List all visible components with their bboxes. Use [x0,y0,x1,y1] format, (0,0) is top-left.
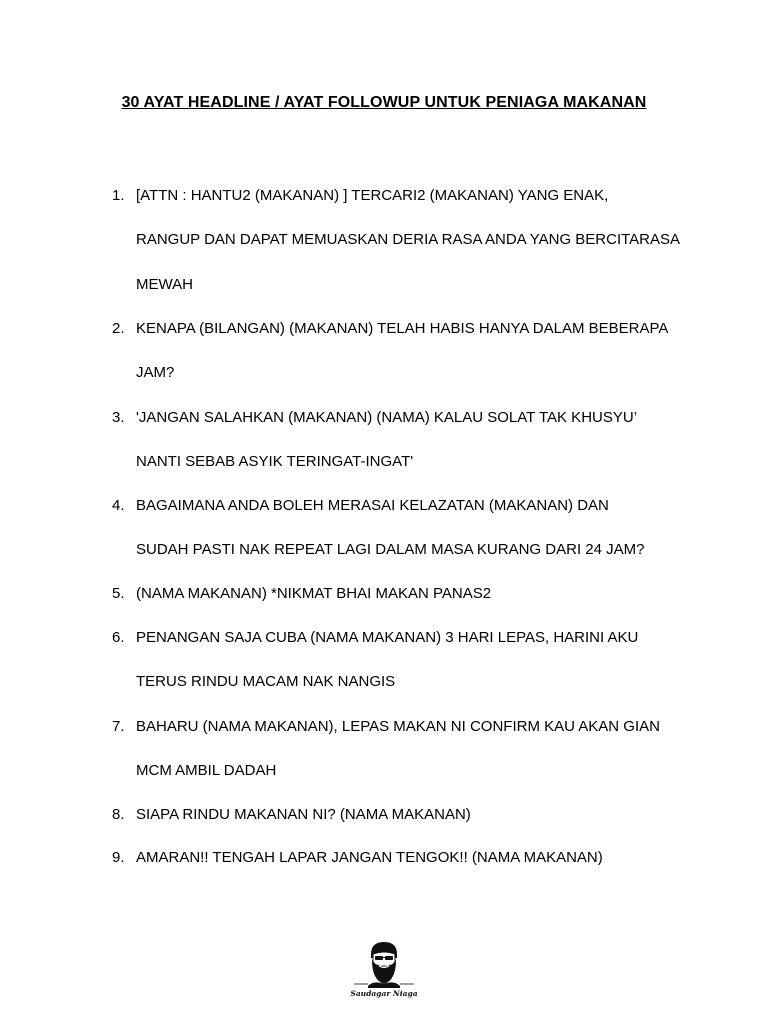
list-item-number: 7. [112,718,125,735]
list-item-line: BAGAIMANA ANDA BOLEH MERASAI KELAZATAN (MAKANAN) DAN [136,497,609,514]
list-item-line: SIAPA RINDU MAKANAN NI? (NAMA MAKANAN) [136,806,471,823]
list-item-number: 8. [112,806,125,823]
list-item-line: 'JANGAN SALAHKAN (MAKANAN) (NAMA) KALAU SOLAT TAK KHUSYU’ [136,409,638,426]
list-item-number: 4. [112,497,125,514]
list-item-line: JAM? [136,364,175,382]
bearded-man-logo-icon [344,940,424,1000]
list-item-number: 3. [112,409,125,426]
list-item-line: BAHARU (NAMA MAKANAN), LEPAS MAKAN NI CONFIRM KAU AKAN GIAN [136,718,660,735]
list-item-line: NANTI SEBAB ASYIK TERINGAT-INGAT' [136,453,414,471]
list-item-line: AMARAN!! TENGAH LAPAR JANGAN TENGOK!! (NAMA MAKANAN) [136,849,603,866]
list-item-line: KENAPA (BILANGAN) (MAKANAN) TELAH HABIS HANYA DALAM BEBERAPA [136,320,669,337]
list-item-line: PENANGAN SAJA CUBA (NAMA MAKANAN) 3 HARI LEPAS, HARINI AKU [136,629,639,646]
list-item-line: (NAMA MAKANAN) *NIKMAT BHAI MAKAN PANAS2 [136,585,492,602]
list-item-line: RANGUP DAN DAPAT MEMUASKAN DERIA RASA ANDA YANG BERCITARASA [136,231,681,249]
list-item-number: 6. [112,629,125,646]
logo-text: Saudagar Niaga [350,989,418,998]
list-item-line: TERUS RINDU MACAM NAK NANGIS [136,673,396,691]
page-title: 30 AYAT HEADLINE / AYAT FOLLOWUP UNTUK PENIAGA MAKANAN [121,94,647,111]
list-item-number: 5. [112,585,125,602]
list-item-line: MEWAH [136,275,193,293]
list-item-line: [ATTN : HANTU2 (MAKANAN) ] TERCARI2 (MAKANAN) YANG ENAK, [136,187,609,204]
list-item-number: 9. [112,849,125,866]
list-item-number: 1. [112,187,125,204]
list-item-line: MCM AMBIL DADAH [136,762,277,780]
list-item-line: SUDAH PASTI NAK REPEAT LAGI DALAM MASA KURANG DARI 24 JAM? [136,541,645,559]
list-item-number: 2. [112,320,125,337]
